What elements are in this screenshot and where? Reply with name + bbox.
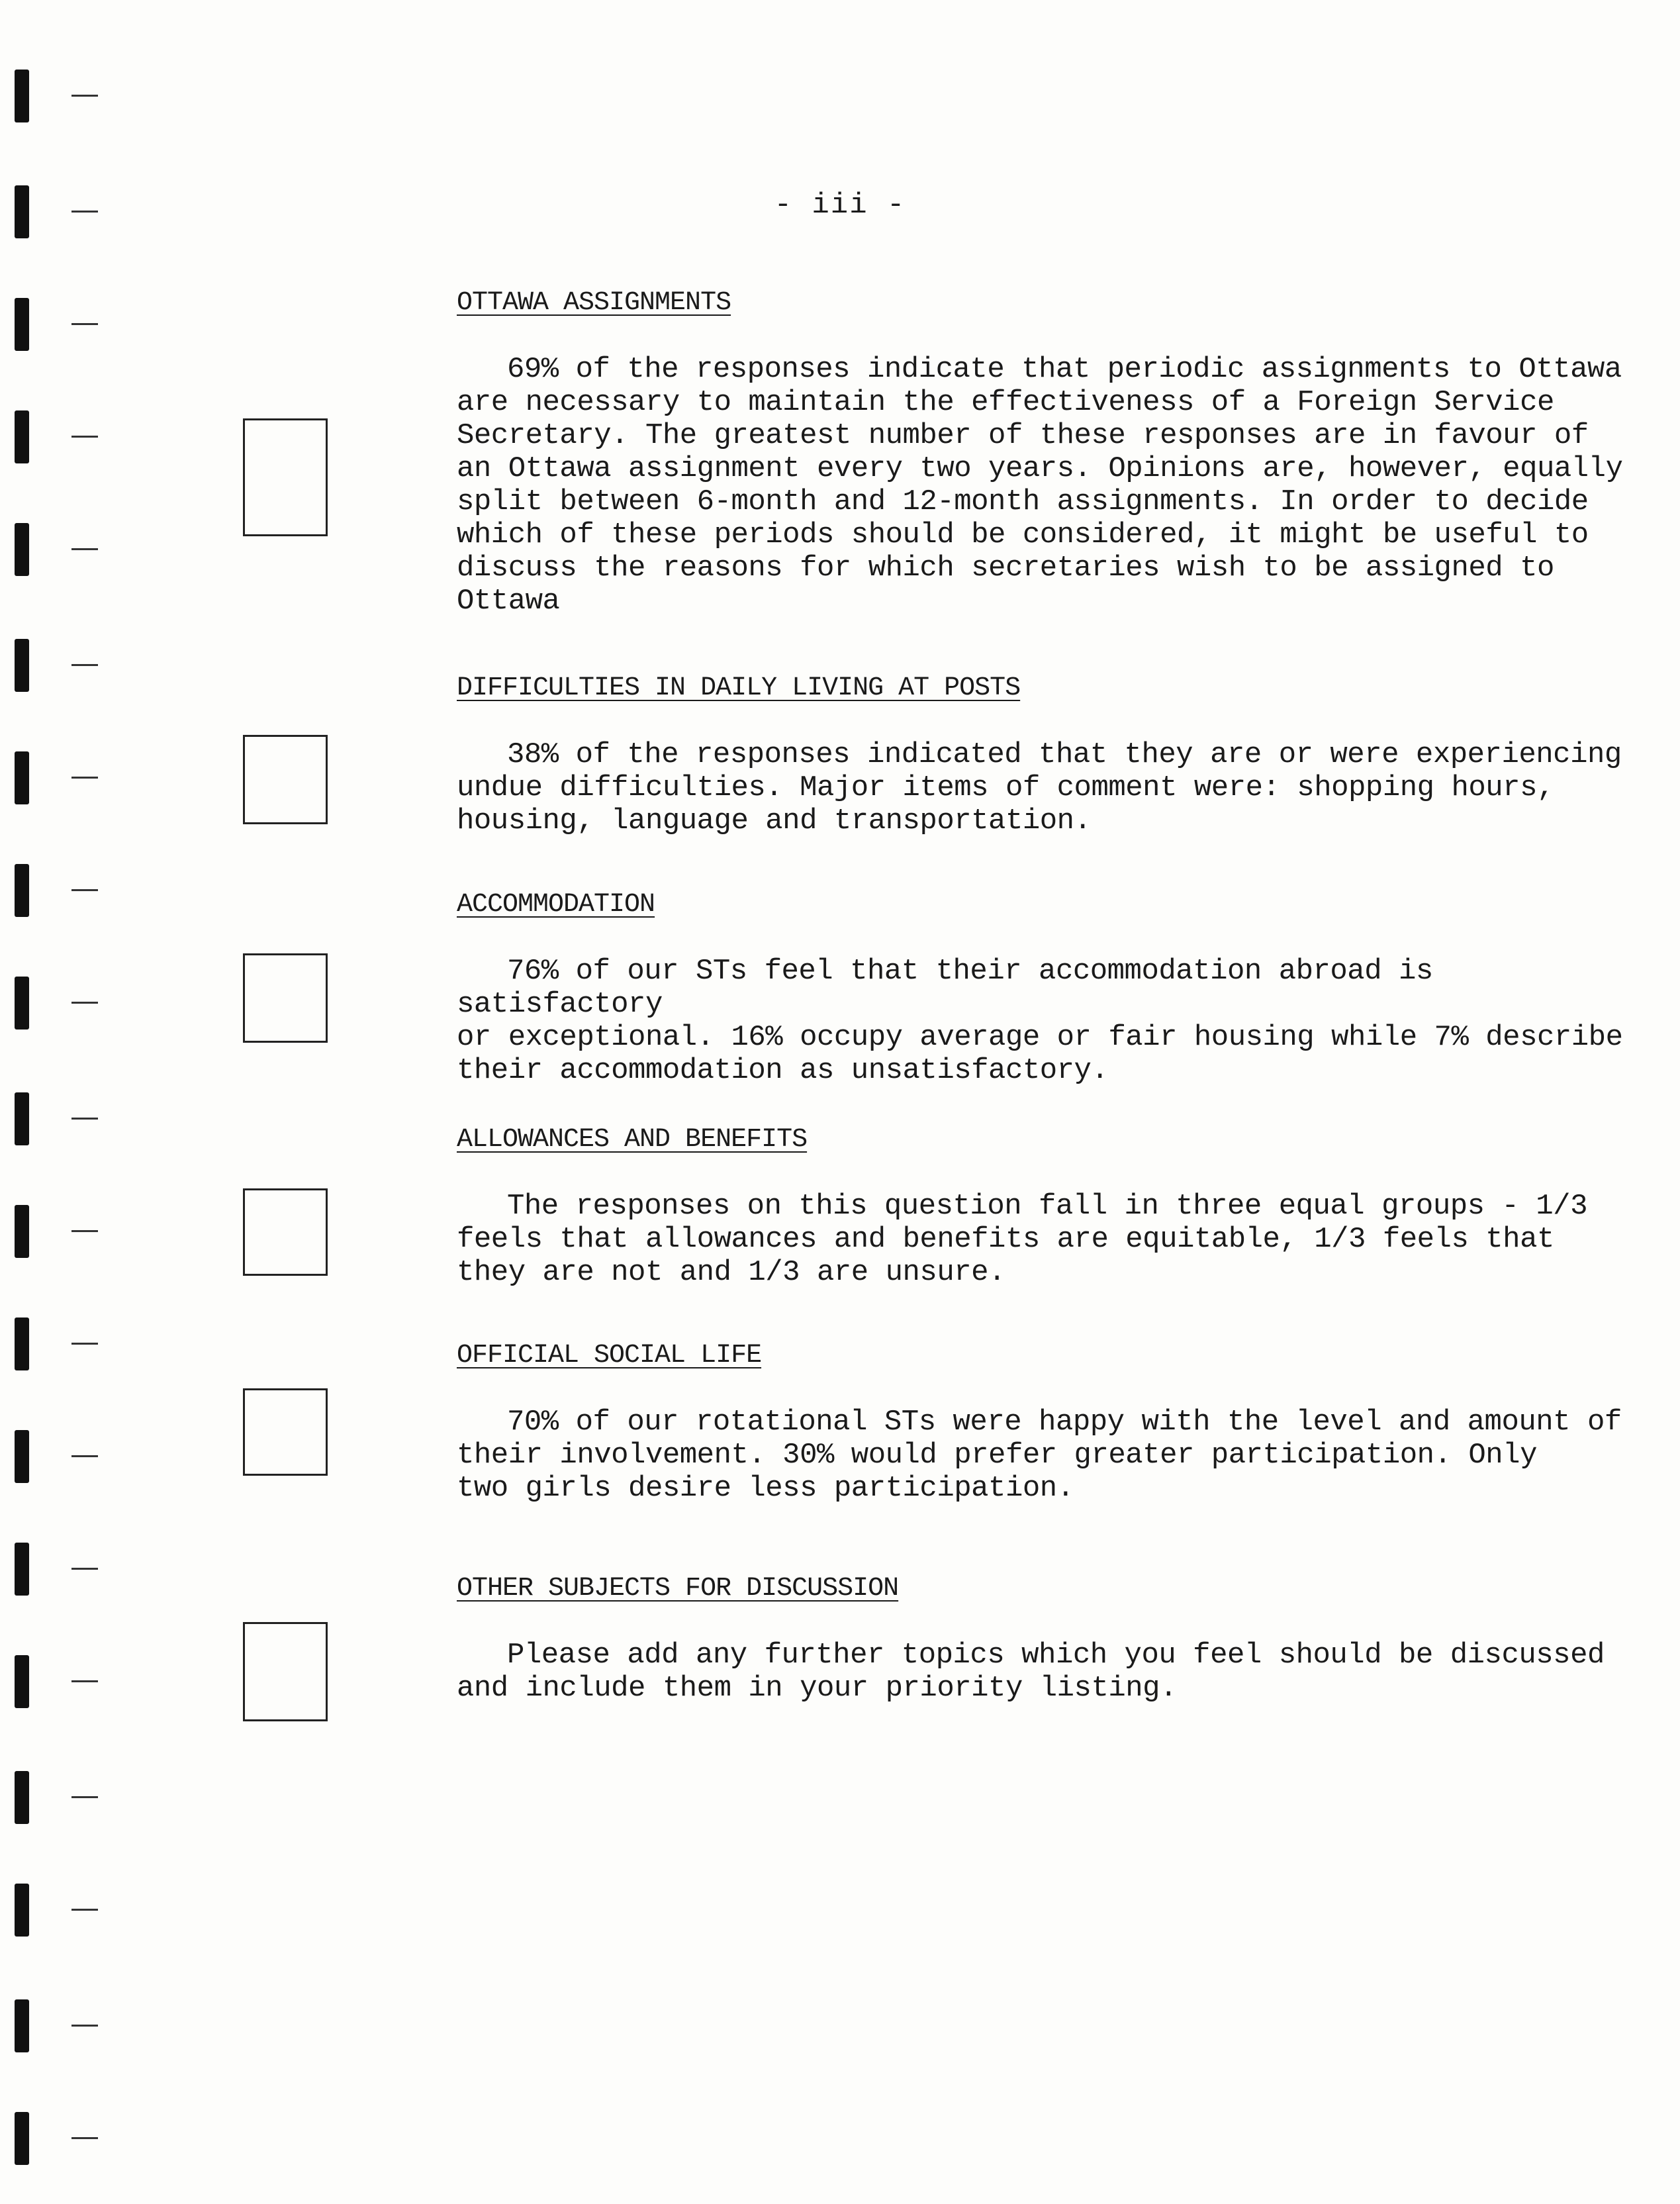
section-body: 69% of the responses indicate that periodic assignments to Ottawa are necessary to maintain the effectiveness of a Foreign Service Secretary. The greatest number of these responses are in favour of an Ottawa assignment every two years. Opinions are, however, equally split between 6-month and 12-month assignments. In order to decide which of these periods should be considered, it might be useful to discuss the reasons for which secretaries wish to be assigned to Ottawa	[457, 353, 1623, 618]
binder-mark	[15, 70, 81, 122]
binder-mark	[15, 639, 81, 692]
section-heading: ACCOMMODATION	[457, 890, 655, 920]
binder-mark	[15, 751, 81, 804]
section-allowances-benefits	[457, 1124, 1635, 1289]
priority-checkbox-allowances[interactable]	[243, 1188, 328, 1276]
binder-mark	[15, 1543, 81, 1596]
binder-mark	[15, 1655, 81, 1708]
section-heading: OFFICIAL SOCIAL LIFE	[457, 1341, 762, 1370]
section-heading: OTTAWA ASSIGNMENTS	[457, 288, 731, 318]
binder-mark	[15, 864, 81, 917]
section-body: 76% of our STs feel that their accommodation abroad is satisfactory or exceptional. 16% occupy average or fair housing while 7% describe their accommodation as unsatisfactory.	[457, 955, 1623, 1087]
section-body: 70% of our rotational STs were happy with the level and amount of their involvement. 30% would prefer greater participation. Only two girls desire less participation.	[457, 1406, 1622, 1505]
binder-mark	[15, 1205, 81, 1258]
binder-mark	[15, 1884, 81, 1937]
section-official-social-life	[457, 1339, 1635, 1505]
binder-mark	[15, 298, 81, 351]
section-body: 38% of the responses indicated that they are or were experiencing undue difficulties. Major items of comment were: shopping hours, housing, language and transportation.	[457, 738, 1622, 838]
binder-mark	[15, 977, 81, 1030]
priority-checkbox-social[interactable]	[243, 1388, 328, 1476]
binder-mark	[15, 2112, 81, 2165]
section-body: Please add any further topics which you feel should be discussed and include them in your priority listing.	[457, 1639, 1605, 1705]
priority-checkbox-other[interactable]	[243, 1622, 328, 1721]
binder-mark	[15, 410, 81, 463]
page-number: - iii -	[774, 189, 906, 222]
section-heading: DIFFICULTIES IN DAILY LIVING AT POSTS	[457, 673, 1021, 703]
binder-mark	[15, 1430, 81, 1483]
section-other-subjects	[457, 1572, 1635, 1705]
priority-checkbox-difficulties[interactable]	[243, 735, 328, 824]
binder-edge	[0, 0, 106, 2204]
binder-mark	[15, 1771, 81, 1824]
section-heading: OTHER SUBJECTS FOR DISCUSSION	[457, 1574, 899, 1604]
section-heading: ALLOWANCES AND BENEFITS	[457, 1125, 808, 1155]
binder-mark	[15, 1318, 81, 1370]
section-accommodation	[457, 888, 1635, 1087]
section-ottawa-assignments	[457, 287, 1635, 618]
priority-checkbox-ottawa[interactable]	[243, 418, 328, 536]
binder-mark	[15, 523, 81, 576]
priority-checkbox-accommodation[interactable]	[243, 953, 328, 1043]
section-daily-living-difficulties	[457, 672, 1635, 838]
binder-mark	[15, 1092, 81, 1145]
section-body: The responses on this question fall in three equal groups - 1/3 feels that allowances and benefits are equitable, 1/3 feels that they are not and 1/3 are unsure.	[457, 1190, 1587, 1289]
binder-mark	[15, 1999, 81, 2052]
